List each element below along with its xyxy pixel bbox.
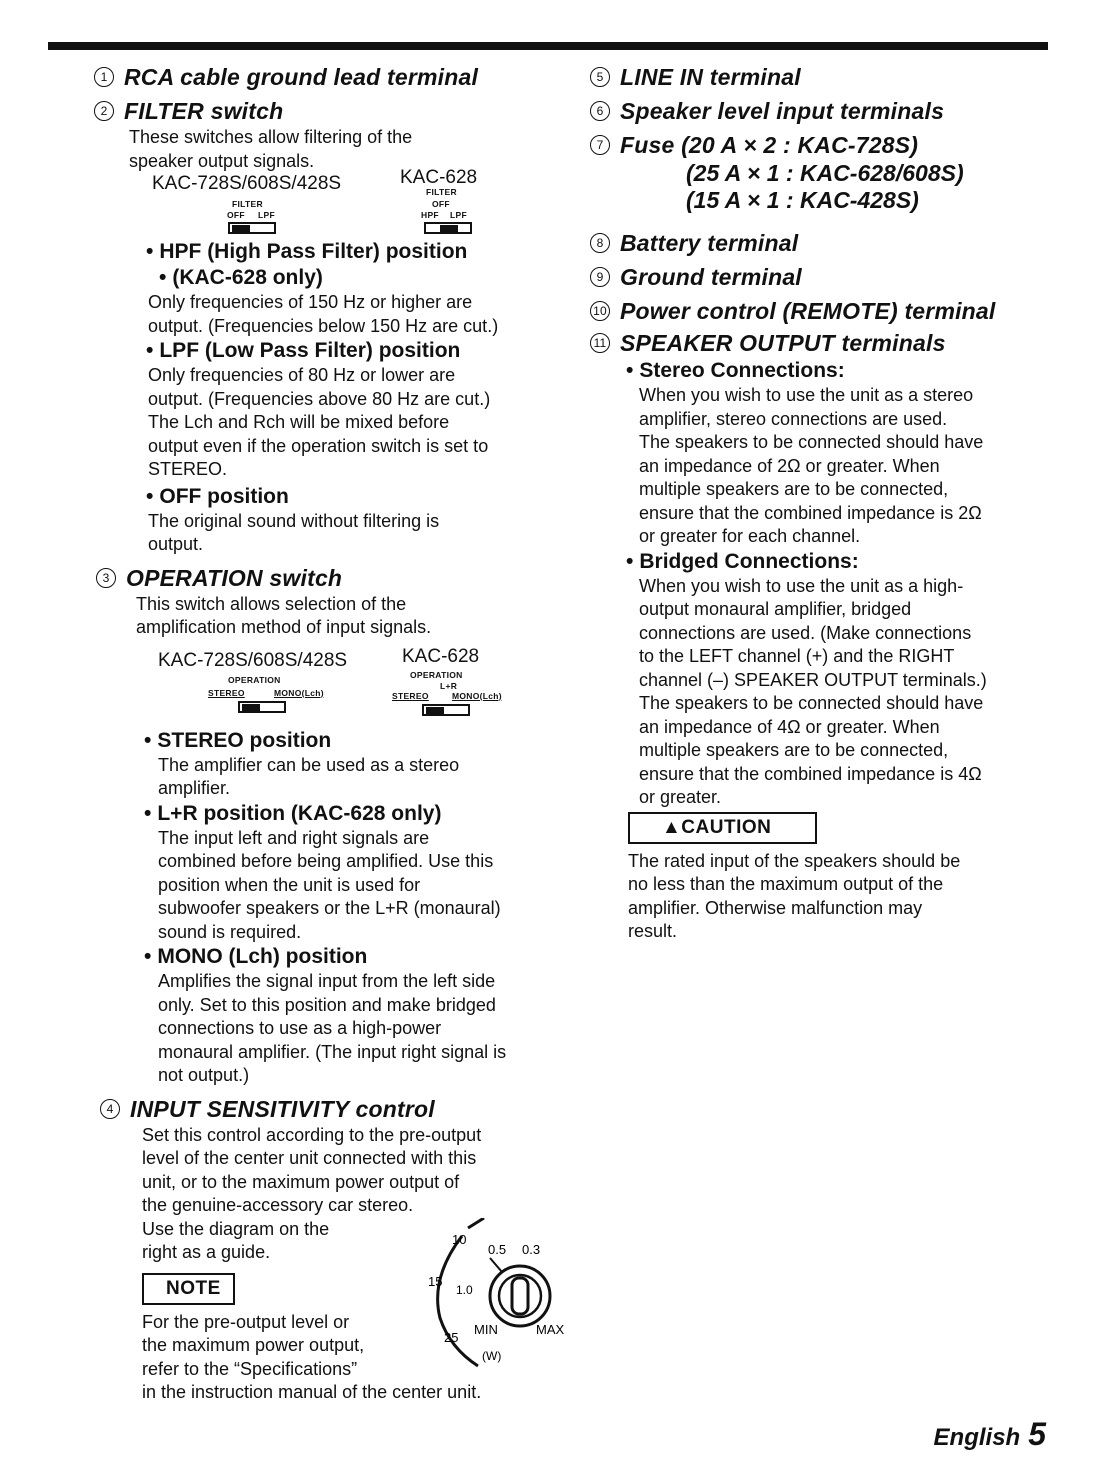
item-number: 7 xyxy=(590,135,610,155)
bullet-heading: • L+R position (KAC-628 only) xyxy=(144,801,572,827)
model-label: KAC-628 xyxy=(400,167,478,188)
switch-option: OFF xyxy=(227,210,245,220)
switch-option: LPF xyxy=(450,210,467,220)
text-line: sound is required. xyxy=(158,921,302,942)
text-line: The original sound without filtering is xyxy=(148,510,440,531)
text-line: For the pre-output level or xyxy=(142,1311,350,1332)
text-line: output. (Frequencies below 150 Hz are cut.) xyxy=(148,315,499,336)
text-line: or greater. xyxy=(639,787,722,807)
switch-option: OFF xyxy=(432,199,450,209)
text-line: amplification method of input signals. xyxy=(136,617,432,637)
item-number: 1 xyxy=(94,67,114,87)
dial-label: 0.3 xyxy=(522,1242,541,1257)
dial-min-label: MIN xyxy=(474,1322,498,1337)
switch-option: STEREO xyxy=(208,687,245,698)
footer-language: English xyxy=(933,1424,1021,1451)
stereo-block xyxy=(144,728,572,801)
operation-switch-icon xyxy=(238,701,286,713)
item-number: 9 xyxy=(590,267,610,287)
text-line: channel (–) SPEAKER OUTPUT terminals.) xyxy=(639,669,987,690)
section-line-in xyxy=(590,62,1060,92)
switch-title: FILTER xyxy=(232,199,263,209)
bullet-heading: • LPF (Low Pass Filter) position xyxy=(146,338,572,364)
text-line: speaker output signals. xyxy=(129,150,315,171)
text-line: position when the unit is used for xyxy=(158,874,421,895)
text-line: output. (Frequencies above 80 Hz are cut.) xyxy=(148,388,491,409)
item-number: 10 xyxy=(590,301,610,321)
text-line: STEREO. xyxy=(148,459,228,479)
caution-text xyxy=(628,850,1060,944)
item-number: 6 xyxy=(590,101,610,121)
text-line: output monaural amplifier, bridged xyxy=(639,599,912,619)
text-line: The amplifier can be used as a stereo xyxy=(158,754,460,775)
item-number: 8 xyxy=(590,233,610,253)
switch-title: FILTER xyxy=(426,187,457,197)
section-title: OPERATION switch xyxy=(126,564,343,591)
filter-switch-figure xyxy=(94,167,572,239)
fuse-line: (25 A × 1 : KAC-628/608S) xyxy=(686,160,964,186)
section-battery xyxy=(590,228,1060,258)
text-line: output. xyxy=(148,534,204,554)
bullet-heading: • Stereo Connections: xyxy=(626,358,1060,384)
text-line: multiple speakers are to be connected, xyxy=(639,740,949,760)
hpf-block xyxy=(146,239,572,338)
bullet-heading: • Bridged Connections: xyxy=(626,549,1060,575)
section-title: Speaker level input terminals xyxy=(620,98,945,124)
text-line: amplifier. xyxy=(158,778,231,798)
item-number: 2 xyxy=(94,101,114,121)
top-rule xyxy=(48,42,1048,50)
section-title: Battery terminal xyxy=(620,230,799,256)
text-line: refer to the “Specifications” xyxy=(142,1358,358,1379)
model-label: KAC-628 xyxy=(402,645,480,667)
text-line: amplifier. Otherwise malfunction may xyxy=(628,897,923,918)
text-line: Set this control according to the pre-output xyxy=(142,1124,482,1145)
model-label: KAC-728S/608S/428S xyxy=(158,649,348,671)
item-number: 3 xyxy=(96,568,116,588)
switch-option: MONO(Lch) xyxy=(274,687,324,698)
text-line: The speakers to be connected should have xyxy=(639,432,984,452)
section-title: Ground terminal xyxy=(620,264,802,290)
text-line: output even if the operation switch is set to xyxy=(148,435,489,456)
model-label: KAC-728S/608S/428S xyxy=(152,173,342,194)
text-line: Use the diagram on the xyxy=(142,1218,330,1239)
text-line: ensure that the combined impedance is 4Ω xyxy=(639,763,982,784)
switch-title: OPERATION xyxy=(228,674,281,685)
filter-switch-icon xyxy=(424,222,472,234)
switch-title: OPERATION xyxy=(410,669,463,680)
text-line: When you wish to use the unit as a high- xyxy=(639,575,964,596)
item-number: 11 xyxy=(590,333,610,353)
note-label: NOTE xyxy=(142,1273,235,1305)
section-title: Fuse (20 A × 2 : KAC-728S) xyxy=(620,132,919,158)
operation-switch-icon xyxy=(422,704,470,716)
switch-option: MONO(Lch) xyxy=(452,690,502,701)
text-line: The speakers to be connected should have xyxy=(639,693,984,713)
filter-switch-icon xyxy=(228,222,276,234)
dial-label: 0.5 xyxy=(488,1242,507,1257)
dial-label: 1.0 xyxy=(456,1283,473,1297)
switch-option: LPF xyxy=(258,210,275,220)
section-filter-switch xyxy=(94,96,572,557)
section-title: Power control (REMOTE) terminal xyxy=(620,298,996,324)
page-footer xyxy=(934,1416,1046,1453)
section-fuse xyxy=(590,130,1060,214)
section-rca-ground xyxy=(94,62,572,92)
text-line: When you wish to use the unit as a stereo xyxy=(639,385,974,405)
text-line: This switch allows selection of the xyxy=(136,593,407,614)
text-line: unit, or to the maximum power output of xyxy=(142,1171,460,1192)
item-number: 4 xyxy=(100,1099,120,1119)
left-column xyxy=(94,62,572,1405)
switch-option: HPF xyxy=(421,210,439,220)
bullet-heading-cont: • (KAC-628 only) xyxy=(159,265,572,291)
bullet-heading: • HPF (High Pass Filter) position xyxy=(146,239,572,265)
text-line: The rated input of the speakers should be xyxy=(628,850,961,871)
lr-block xyxy=(144,801,572,945)
text-line: connections are used. (Make connections xyxy=(639,622,972,643)
section-speaker-output xyxy=(590,328,1060,944)
operation-switch-figure xyxy=(96,646,572,728)
dial-unit-label: (W) xyxy=(482,1349,502,1363)
text-line: The input left and right signals are xyxy=(158,827,430,848)
text-line: subwoofer speakers or the L+R (monaural) xyxy=(158,898,501,918)
right-column xyxy=(590,62,1060,944)
lpf-block xyxy=(146,338,572,482)
text-line: not output.) xyxy=(158,1065,250,1085)
text-line: connections to use as a high-power xyxy=(158,1018,442,1038)
text-line: Only frequencies of 80 Hz or lower are xyxy=(148,365,456,385)
fuse-line: (15 A × 1 : KAC-428S) xyxy=(686,187,919,213)
text-line: ensure that the combined impedance is 2Ω xyxy=(639,502,982,523)
bridged-connections-block xyxy=(626,549,1060,810)
text-line: level of the center unit connected with this xyxy=(142,1148,477,1168)
text-line: to the LEFT channel (+) and the RIGHT xyxy=(639,646,955,666)
section-title: INPUT SENSITIVITY control xyxy=(130,1095,435,1122)
stereo-connections-block xyxy=(626,358,1060,549)
dial-label: 10 xyxy=(452,1232,467,1247)
text-line: amplifier, stereo connections are used. xyxy=(639,408,948,429)
dial-label: 25 xyxy=(444,1330,459,1345)
text-line: multiple speakers are to be connected, xyxy=(639,479,949,499)
section-ground xyxy=(590,262,1060,292)
text-line: the maximum power output, xyxy=(142,1335,365,1355)
text-line: an impedance of 2Ω or greater. When xyxy=(639,455,940,476)
dial-label: 15 xyxy=(428,1274,443,1289)
bullet-heading: • MONO (Lch) position xyxy=(144,944,572,970)
section-power-control xyxy=(590,296,1060,326)
text-line: These switches allow filtering of the xyxy=(129,127,413,147)
text-line: in the instruction manual of the center unit. xyxy=(142,1382,482,1402)
caution-label: ▲CAUTION xyxy=(628,812,817,844)
text-line: right as a guide. xyxy=(142,1242,271,1262)
text-line: an impedance of 4Ω or greater. When xyxy=(639,716,940,737)
switch-option: STEREO xyxy=(392,690,429,701)
bullet-heading: • OFF position xyxy=(146,484,572,510)
section-title: FILTER switch xyxy=(124,98,284,124)
section-title: LINE IN terminal xyxy=(620,64,801,90)
text-line: the genuine-accessory car stereo. xyxy=(142,1195,414,1215)
text-line: Amplifies the signal input from the left side xyxy=(158,971,496,991)
section-operation-switch xyxy=(96,563,572,1088)
item-number: 5 xyxy=(590,67,610,87)
section-title: SPEAKER OUTPUT terminals xyxy=(620,330,946,356)
bullet-heading: • STEREO position xyxy=(144,728,572,754)
text-line: The Lch and Rch will be mixed before xyxy=(148,412,450,432)
text-line: only. Set to this position and make bridged xyxy=(158,994,496,1015)
text-line: Only frequencies of 150 Hz or higher are xyxy=(148,292,473,312)
section-speaker-level-input xyxy=(590,96,1060,126)
text-line: monaural amplifier. (The input right signal is xyxy=(158,1041,507,1062)
text-line: or greater for each channel. xyxy=(639,526,861,546)
mono-block xyxy=(144,944,572,1088)
text-line: combined before being amplified. Use this xyxy=(158,851,494,871)
off-block xyxy=(146,484,572,557)
switch-option: L+R xyxy=(440,680,458,691)
sensitivity-dial-icon xyxy=(410,1218,580,1378)
page-number: 5 xyxy=(1028,1416,1046,1452)
text-line: result. xyxy=(628,921,678,941)
text-line: no less than the maximum output of the xyxy=(628,874,944,894)
dial-max-label: MAX xyxy=(536,1322,565,1337)
section-title: RCA cable ground lead terminal xyxy=(124,64,479,90)
